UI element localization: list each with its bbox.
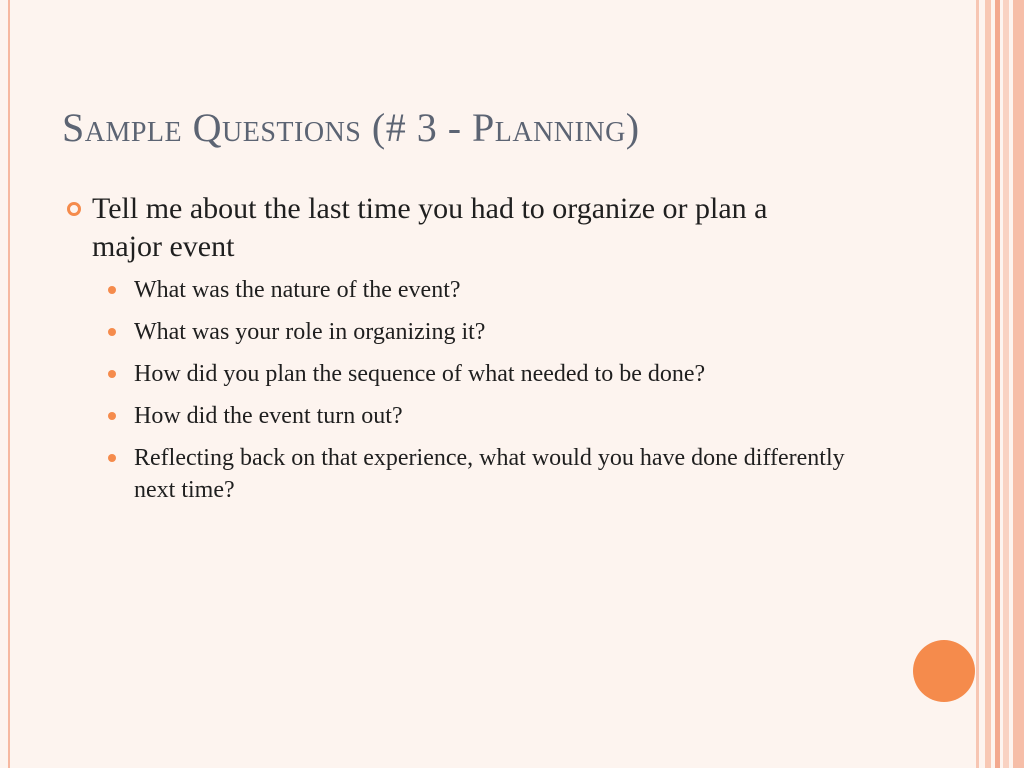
ring-bullet-icon [67,202,81,216]
decorative-stripe [1013,0,1024,768]
sub-bullet-item [106,442,864,506]
sub-bullet-item [106,400,864,432]
accent-circle [913,640,975,702]
decorative-stripe [985,0,991,768]
sub-bullet-text: What was your role in organizing it? [134,319,486,345]
dot-bullet-icon [108,286,116,294]
sub-bullet-item [106,316,864,348]
sub-bullet-text: What was the nature of the event? [134,277,461,303]
slide-body [64,190,864,516]
dot-bullet-icon [108,454,116,462]
sub-bullet-item [106,358,864,390]
main-bullet-text: Tell me about the last time you had to organize or plan a major event [92,192,768,263]
dot-bullet-icon [108,412,116,420]
frame-left-line [8,0,10,768]
decorative-stripe [995,0,1000,768]
sub-bullet-list [64,274,864,506]
dot-bullet-icon [108,328,116,336]
main-bullet-point [64,190,842,266]
decorative-stripe [1003,0,1009,768]
sub-bullet-text: Reflecting back on that experience, what would you have done differently next time? [134,445,845,503]
sub-bullet-text: How did you plan the sequence of what needed to be done? [134,361,706,387]
decorative-stripe [976,0,979,768]
sub-bullet-text: How did the event turn out? [134,403,403,429]
sub-bullet-item [106,274,864,306]
dot-bullet-icon [108,370,116,378]
slide-title: Sample Questions (# 3 - Planning) [62,105,640,150]
